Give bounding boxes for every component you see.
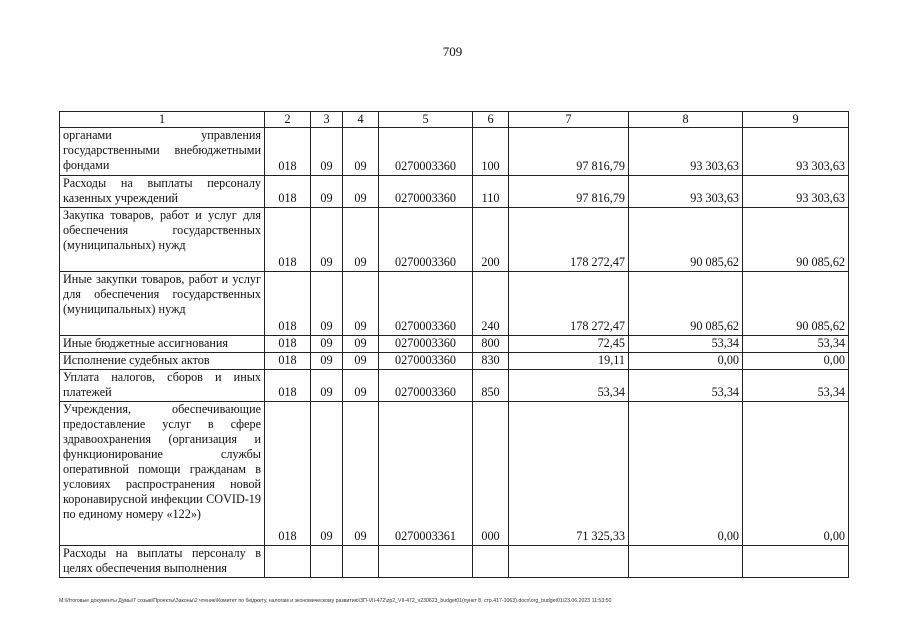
column-header: 8 bbox=[629, 112, 743, 128]
cell-vr bbox=[473, 546, 509, 578]
row-name: Закупка товаров, работ и услуг для обеспечения государственных (муниципальных) нужд bbox=[60, 208, 265, 272]
cell-sum-3: 53,34 bbox=[743, 370, 849, 402]
cell-ved: 018 bbox=[265, 370, 311, 402]
cell-vr: 850 bbox=[473, 370, 509, 402]
column-header: 5 bbox=[379, 112, 473, 128]
table-row bbox=[60, 546, 849, 578]
cell-csr: 0270003360 bbox=[379, 208, 473, 272]
column-header: 7 bbox=[509, 112, 629, 128]
column-header: 6 bbox=[473, 112, 509, 128]
row-name: Расходы на выплаты персоналу казенных учреждений bbox=[60, 176, 265, 208]
cell-csr: 0270003360 bbox=[379, 272, 473, 336]
cell-csr: 0270003360 bbox=[379, 353, 473, 370]
page-number: 709 bbox=[442, 44, 463, 59]
cell-ved: 018 bbox=[265, 402, 311, 546]
cell-sum-2: 53,34 bbox=[629, 370, 743, 402]
cell-rz: 09 bbox=[311, 208, 343, 272]
table-row bbox=[60, 370, 849, 402]
cell-pr: 09 bbox=[343, 370, 379, 402]
cell-csr: 0270003360 bbox=[379, 128, 473, 176]
row-name: Уплата налогов, сборов и иных платежей bbox=[60, 370, 265, 402]
cell-ved: 018 bbox=[265, 176, 311, 208]
cell-ved bbox=[265, 546, 311, 578]
row-name: Иные закупки товаров, работ и услуг для обеспечения государственных (муниципальных) нужд bbox=[60, 272, 265, 336]
cell-sum-2: 0,00 bbox=[629, 353, 743, 370]
cell-sum-3: 93 303,63 bbox=[743, 176, 849, 208]
cell-sum-1: 72,45 bbox=[509, 336, 629, 353]
cell-vr: 800 bbox=[473, 336, 509, 353]
cell-rz bbox=[311, 546, 343, 578]
cell-ved: 018 bbox=[265, 353, 311, 370]
cell-pr: 09 bbox=[343, 353, 379, 370]
cell-sum-3: 0,00 bbox=[743, 402, 849, 546]
cell-sum-3: 53,34 bbox=[743, 336, 849, 353]
row-name: органами управления государственными внебюджетными фондами bbox=[60, 128, 265, 176]
cell-pr bbox=[343, 546, 379, 578]
cell-csr: 0270003360 bbox=[379, 370, 473, 402]
column-header: 3 bbox=[311, 112, 343, 128]
cell-vr: 000 bbox=[473, 402, 509, 546]
cell-sum-2: 53,34 bbox=[629, 336, 743, 353]
column-header: 4 bbox=[343, 112, 379, 128]
cell-rz: 09 bbox=[311, 336, 343, 353]
table-row bbox=[60, 128, 849, 176]
cell-rz: 09 bbox=[311, 353, 343, 370]
column-header: 1 bbox=[60, 112, 265, 128]
cell-sum-3 bbox=[743, 546, 849, 578]
cell-pr: 09 bbox=[343, 336, 379, 353]
table-row bbox=[60, 272, 849, 336]
cell-rz: 09 bbox=[311, 370, 343, 402]
row-name: Исполнение судебных актов bbox=[60, 353, 265, 370]
cell-rz: 09 bbox=[311, 128, 343, 176]
cell-csr: 0270003360 bbox=[379, 176, 473, 208]
cell-vr: 830 bbox=[473, 353, 509, 370]
cell-vr: 110 bbox=[473, 176, 509, 208]
cell-sum-1: 53,34 bbox=[509, 370, 629, 402]
table-header-row bbox=[60, 112, 849, 128]
cell-sum-2 bbox=[629, 546, 743, 578]
cell-sum-3: 90 085,62 bbox=[743, 272, 849, 336]
cell-pr: 09 bbox=[343, 402, 379, 546]
cell-rz: 09 bbox=[311, 402, 343, 546]
row-name: Учреждения, обеспечивающие предоставление услуг в сфере здравоохранения (организация и функционирование службы оперативной помощи гражданам в условиях распространения новой коронавирусной инфекции COVID-19 по единому номеру «122») bbox=[60, 402, 265, 546]
cell-ved: 018 bbox=[265, 272, 311, 336]
cell-pr: 09 bbox=[343, 208, 379, 272]
row-name: Расходы на выплаты персоналу в целях обеспечения выполнения bbox=[60, 546, 265, 578]
row-name: Иные бюджетные ассигнования bbox=[60, 336, 265, 353]
table-row bbox=[60, 353, 849, 370]
cell-sum-2: 90 085,62 bbox=[629, 208, 743, 272]
cell-ved: 018 bbox=[265, 208, 311, 272]
cell-sum-1 bbox=[509, 546, 629, 578]
cell-csr: 0270003361 bbox=[379, 402, 473, 546]
cell-sum-1: 97 816,79 bbox=[509, 176, 629, 208]
cell-vr: 240 bbox=[473, 272, 509, 336]
cell-csr bbox=[379, 546, 473, 578]
cell-rz: 09 bbox=[311, 272, 343, 336]
table-row bbox=[60, 176, 849, 208]
cell-sum-1: 178 272,47 bbox=[509, 208, 629, 272]
cell-sum-1: 178 272,47 bbox=[509, 272, 629, 336]
cell-rz: 09 bbox=[311, 176, 343, 208]
table-row bbox=[60, 402, 849, 546]
cell-sum-3: 90 085,62 bbox=[743, 208, 849, 272]
cell-vr: 100 bbox=[473, 128, 509, 176]
cell-sum-1: 71 325,33 bbox=[509, 402, 629, 546]
cell-sum-2: 93 303,63 bbox=[629, 176, 743, 208]
document-file-path: M:\Итоговые документы Думы\7 созыв\Проекты\Законы\2 чтение\Комитет по бюджету, налогам и экономическому развитию\ЗП-VII-472\zp2_VII-472_v230623_budget01(пункт 8, стр.417-1063).docx\org_budget01\23.06.2023 11:53:50 bbox=[59, 598, 612, 604]
cell-sum-2: 90 085,62 bbox=[629, 272, 743, 336]
budget-table bbox=[59, 111, 849, 578]
column-header: 9 bbox=[743, 112, 849, 128]
cell-ved: 018 bbox=[265, 128, 311, 176]
table-row bbox=[60, 208, 849, 272]
cell-sum-3: 93 303,63 bbox=[743, 128, 849, 176]
cell-csr: 0270003360 bbox=[379, 336, 473, 353]
cell-pr: 09 bbox=[343, 176, 379, 208]
column-header: 2 bbox=[265, 112, 311, 128]
table-row bbox=[60, 336, 849, 353]
cell-sum-2: 0,00 bbox=[629, 402, 743, 546]
cell-sum-1: 19,11 bbox=[509, 353, 629, 370]
cell-vr: 200 bbox=[473, 208, 509, 272]
cell-sum-1: 97 816,79 bbox=[509, 128, 629, 176]
cell-sum-3: 0,00 bbox=[743, 353, 849, 370]
cell-ved: 018 bbox=[265, 336, 311, 353]
cell-pr: 09 bbox=[343, 128, 379, 176]
cell-pr: 09 bbox=[343, 272, 379, 336]
cell-sum-2: 93 303,63 bbox=[629, 128, 743, 176]
